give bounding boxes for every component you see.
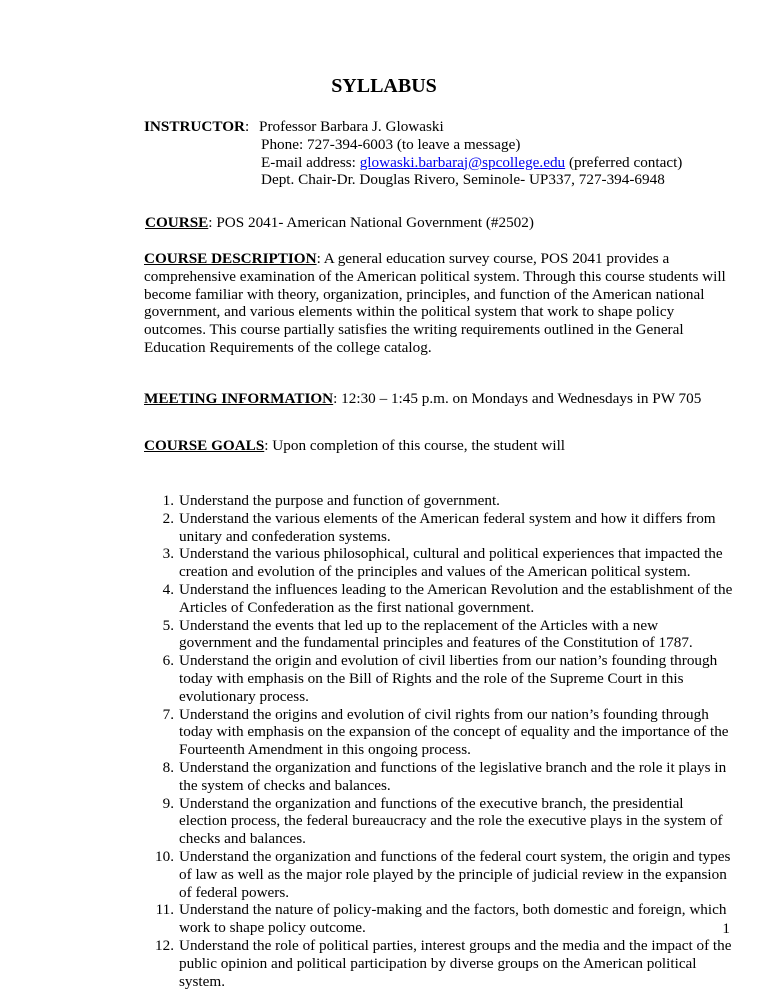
- instructor-label-colon: :: [245, 118, 250, 135]
- course-paragraph: [144, 214, 728, 232]
- goal-number: 9.: [162, 794, 174, 812]
- instructor-email-link[interactable]: glowaski.barbaraj@spcollege.edu: [359, 153, 566, 171]
- goal-text: Understand the various elements of the American federal system and how it differs from unitary and confederation systems.: [179, 509, 716, 545]
- goal-item: [144, 937, 734, 990]
- goal-number: 8.: [162, 758, 174, 776]
- course-description-section: [144, 250, 734, 357]
- goal-text: Understand the organization and functions of the legislative branch and the role it plays in the system of checks and balances.: [179, 758, 727, 794]
- meeting-information-paragraph: [144, 390, 728, 408]
- instructor-email-line: [259, 154, 739, 172]
- goal-item: [144, 706, 734, 759]
- course-description-text: : A general education survey course, POS 2041 provides a comprehensive examination of the American political system. Through this course students will become familiar with theory, organization, principles, and function of the American national government, and various elements within the political system that work to shape policy outcomes. This course partially satisfies the writing requirements outlined in the General Education Requirements of the college catalog.: [144, 250, 726, 356]
- goal-text: Understand the origin and evolution of civil liberties from our nation’s founding through today with emphasis on the Bill of Rights and the role of the Supreme Court in this evolutionary process.: [179, 652, 718, 705]
- course-goals-intro: : Upon completion of this course, the student will: [264, 437, 566, 454]
- goal-item: [144, 848, 734, 901]
- document-title: SYLLABUS: [331, 75, 437, 97]
- page-number: 1: [722, 920, 730, 937]
- instructor-details: [259, 118, 739, 189]
- goal-number: 10.: [155, 847, 174, 865]
- email-prefix: E-mail address:: [261, 153, 360, 171]
- goal-number: 4.: [162, 580, 174, 598]
- dept-chair-info: Dept. Chair-Dr. Douglas Rivero, Seminole- UP337, 727-394-6948: [261, 171, 665, 189]
- goal-number: 11.: [155, 901, 174, 919]
- goal-item: [144, 510, 734, 546]
- course-goals-paragraph: [144, 437, 728, 455]
- goal-number: 5.: [162, 616, 174, 634]
- course-description-heading: COURSE DESCRIPTION: [144, 250, 317, 267]
- course-heading: COURSE: [145, 214, 209, 231]
- course-goals-heading: COURSE GOALS: [144, 437, 265, 454]
- instructor-phone: Phone: 727-394-6003 (to leave a message): [261, 135, 521, 153]
- goal-number: 1.: [162, 492, 174, 509]
- goal-item: [144, 652, 734, 705]
- meeting-information-heading: MEETING INFORMATION: [144, 390, 334, 407]
- instructor-name: Professor Barbara J. Glowaski: [259, 118, 444, 135]
- goal-item: [144, 901, 734, 937]
- goal-text: Understand the various philosophical, cultural and political experiences that impacted the creation and evolution of the principles and values of the American political system.: [179, 545, 723, 581]
- goal-item: [144, 545, 734, 581]
- goal-text: Understand the purpose and function of government.: [179, 492, 500, 509]
- goal-number: 3.: [162, 545, 174, 563]
- goal-item: [144, 581, 734, 617]
- goal-item: [144, 492, 734, 510]
- goal-text: Understand the organization and functions of the federal court system, the origin and types of law as well as the major role played by the principle of judicial review in the expansion of federal powers.: [179, 847, 731, 901]
- instructor-label: INSTRUCTOR: [144, 118, 245, 135]
- goal-text: Understand the role of political parties, interest groups and the media and the impact of the public opinion and political participation by diverse groups on the American political system.: [179, 936, 732, 990]
- meeting-information-section: [144, 390, 728, 408]
- goal-text: Understand the events that led up to the replacement of the Articles with a new government and the fundamental principles and features of the Constitution of 1787.: [179, 616, 693, 652]
- course-description-paragraph: [144, 250, 734, 357]
- goal-number: 6.: [162, 652, 174, 670]
- goal-text: Understand the organization and functions of the executive branch, the presidential election process, the federal bureaucracy and the role the executive plays in the system of checks and balances.: [179, 794, 723, 848]
- goal-number: 12.: [155, 936, 174, 954]
- goal-number: 2.: [162, 509, 174, 527]
- course-goals-section: [144, 437, 728, 455]
- goal-item: [144, 795, 734, 848]
- goal-item: [144, 759, 734, 795]
- goal-text: Understand the influences leading to the American Revolution and the establishment of the Articles of Confederation as the first national government.: [179, 580, 733, 616]
- instructor-heading: [144, 118, 249, 136]
- goal-text: Understand the nature of policy-making and the factors, both domestic and foreign, which work to shape policy outcome.: [179, 901, 727, 937]
- goal-text: Understand the origins and evolution of civil rights from our nation’s founding through today with emphasis on the expansion of the concept of equality and the importance of the Fourteenth Amendment in this ongoing process.: [179, 705, 729, 759]
- course-goals-list: [144, 492, 734, 990]
- course-section: [144, 214, 728, 232]
- goal-number: 7.: [162, 705, 174, 723]
- email-suffix: (preferred contact): [565, 153, 683, 171]
- course-text: : POS 2041- American National Government (#2502): [208, 214, 534, 231]
- meeting-information-text: : 12:30 – 1:45 p.m. on Mondays and Wednesdays in PW 705: [333, 390, 702, 407]
- goal-item: [144, 617, 734, 653]
